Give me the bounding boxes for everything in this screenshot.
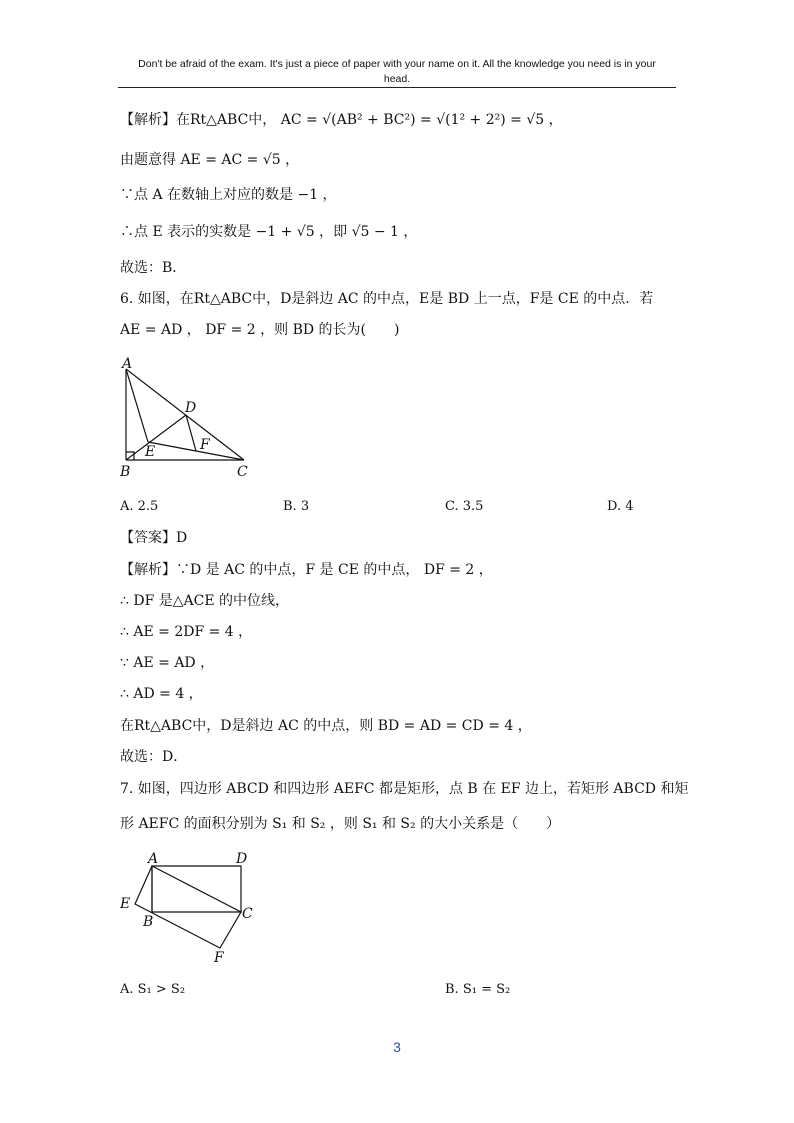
segment-bd <box>126 415 186 460</box>
header-line-2: head. <box>383 73 411 85</box>
label-a: A <box>148 851 159 867</box>
label-c: C <box>242 906 253 922</box>
label-e: E <box>120 896 131 912</box>
label-f: F <box>200 437 210 453</box>
label-d: D <box>185 400 197 416</box>
q5-solution-line-5: 故选：B． <box>120 260 187 276</box>
q6-option-d[interactable]: D. 4 <box>607 499 634 514</box>
q5-solution-line-1: 【解析】在Rt△ABC中， AC = √(AB² + BC²) = √(1² + 2²) = √5 ， <box>120 112 563 128</box>
label-d: D <box>236 851 248 867</box>
q7-figure <box>112 846 272 968</box>
q5-solution-line-2: 由题意得 AE = AC = √5 ， <box>120 152 300 168</box>
q7-option-b[interactable]: B. S₁ = S₂ <box>445 982 511 997</box>
label-f: F <box>214 950 224 966</box>
segment-df <box>186 415 196 451</box>
header-line-1: Don't be afraid of the exam. It's just a piece of paper with your name on it. All the knowledge you need is in your <box>138 58 656 70</box>
label-b: B <box>143 914 154 930</box>
label-e: E <box>145 444 156 460</box>
label-c: C <box>237 464 248 480</box>
q6-solution-line-5: ∴ AD = 4 ， <box>120 686 203 702</box>
segment-ae <box>126 369 148 442</box>
q6-option-b[interactable]: B. 3 <box>283 499 310 514</box>
page-number: 3 <box>393 1039 401 1055</box>
page-header <box>118 57 676 87</box>
q6-answer: 【答案】D <box>120 530 188 546</box>
q7-option-a[interactable]: A. S₁ > S₂ <box>120 982 186 997</box>
q6-solution-line-3: ∴ AE = 2DF = 4 ， <box>120 624 253 640</box>
q5-solution-line-4: ∴点 E 表示的实数是 −1 + √5 ，即 √5 − 1 ， <box>120 224 418 240</box>
q6-solution-line-7: 故选：D． <box>120 749 188 765</box>
q6-stem-line-1: 6. 如图，在Rt△ABC中，D是斜边 AC 的中点，E是 BD 上一点，F是 CE 的中点．若 <box>120 291 654 307</box>
q6-option-c[interactable]: C. 3.5 <box>445 499 484 514</box>
label-b: B <box>120 464 131 480</box>
rectangle-aefc <box>135 866 241 948</box>
q7-stem-line-1: 7. 如图，四边形 ABCD 和四边形 AEFC 都是矩形，点 B 在 EF 边上，若矩形 ABCD 和矩 <box>120 781 689 797</box>
q6-solution-line-2: ∴ DF 是△ACE 的中位线， <box>120 593 290 609</box>
q6-solution-line-6: 在Rt△ABC中，D是斜边 AC 的中点，则 BD = AD = CD = 4 ， <box>120 718 532 734</box>
q7-stem-line-2: 形 AEFC 的面积分别为 S₁ 和 S₂ ，则 S₁ 和 S₂ 的大小关系是（ ） <box>120 816 561 832</box>
label-a: A <box>122 356 133 372</box>
q6-stem-line-2: AE = AD ， DF = 2 ，则 BD 的长为( ) <box>120 322 400 338</box>
q6-figure <box>112 352 262 484</box>
q5-solution-line-3: ∵点 A 在数轴上对应的数是 −1 ， <box>120 187 337 203</box>
header-rule <box>118 87 676 88</box>
q6-solution-line-4: ∵ AE = AD ， <box>120 655 215 671</box>
q6-solution-line-1: 【解析】∵D 是 AC 的中点，F 是 CE 的中点， DF = 2 ， <box>120 562 493 578</box>
q6-option-a[interactable]: A. 2.5 <box>120 499 159 514</box>
